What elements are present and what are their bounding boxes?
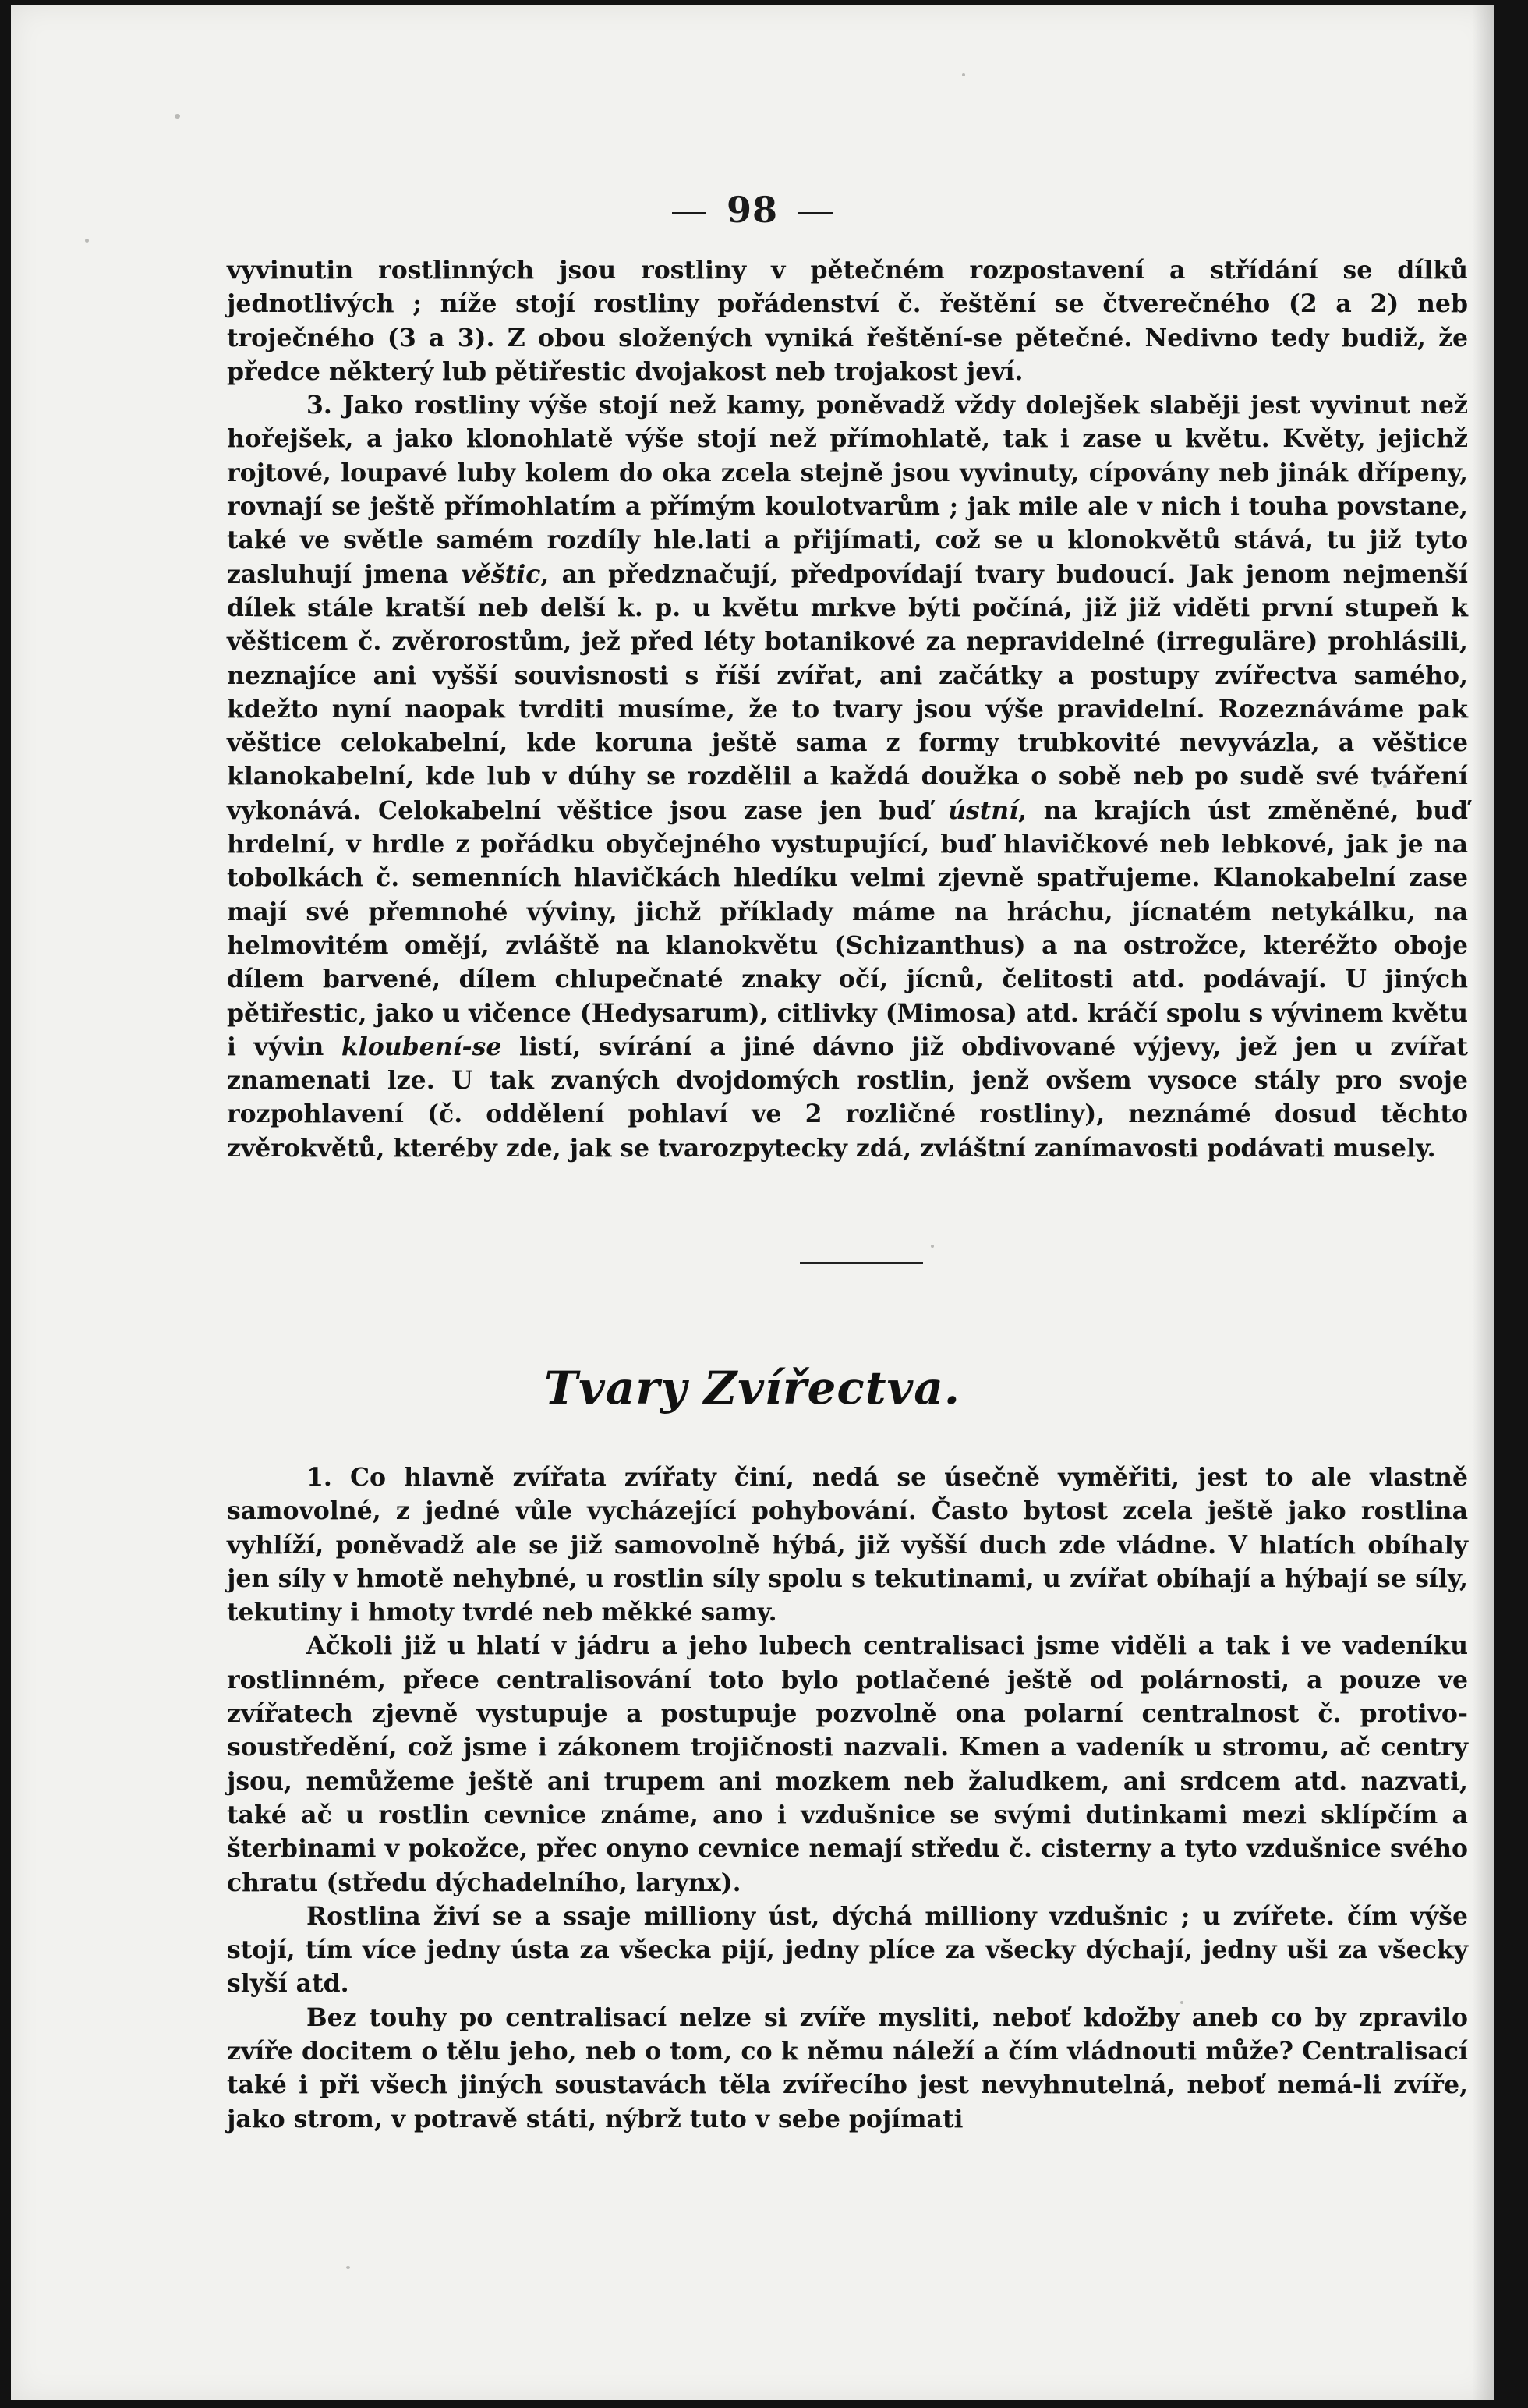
book-page <box>11 5 1494 2400</box>
section-1-text <box>227 253 1468 1165</box>
paragraph-2-part-d: listí, svírání a jiné dávno již obdivované výjevy, jež jen u zvířat znamenati lze. U tak zvaných dvojdomých rostlin, jenž ovšem vysoce stály pro svoje rozpohlavení (č. oddělení pohlaví ve 2 rozličné rostliny), neznámé dosud těchto zvěrokvětů, kteréby zde, jak se tvarozpytecky zdá, zvláštní zanímavosti podávati musely. <box>227 1032 1468 1163</box>
page-number-dash-right <box>798 212 833 214</box>
page-edge-shadow <box>1472 5 1494 2400</box>
term-ustni: ústní <box>948 795 1019 825</box>
page-number-value: 98 <box>726 189 778 231</box>
paragraph-5: Rostlina živí se a ssaje milliony úst, dýchá milliony vzdušnic ; u zvířete. čím výše stojí, tím více jedny ústa za všecka pijí, jedny plíce za všecky dýchají, jedny uši za všecky slyší atd. <box>227 1901 1468 1999</box>
paragraph-2-part-b: , an předznačují, předpovídají tvary budoucí. Jak jenom nejmenší dílek stále kratší neb delší k. p. u květu mrkve býti počíná, již již viděti první stupeň k věšticem č. zvěrorostům, jež před léty botanikové za nepravidelné (irreguläre) prohlásili, neznajíce ani vyšší souvisnosti s říší zvířat, ani začátky a postupy zvířectva samého, kdežto nyní naopak tvrditi musíme, že to tvary jsou výše pravidelní. Rozeznáváme pak věštice celokabelní, kde koruna ještě sama z formy trubkovité nevyvázla, a věštice klanokabelní, kde lub v dúhy se rozdělil a každá doužka o sobě neb po sudě své tváření vykonává. Celokabelní věštice jsou zase jen buď <box>227 559 1468 825</box>
paragraph-2-part-c: , na krajích úst změněné, buď hrdelní, v hrdle z pořádku obyčejného vystupující, buď hlavičkové neb lebkové, jak je na tobolkách č. semenních hlavičkách hledíku velmi zjevně spatřujeme. Klanokabelní zase mají své přemnohé výviny, jichž příklady máme na hráchu, jícnatém netykálku, na helmovitém omějí, zvláště na klanokvětu (Schizanthus) a na ostrožce, kteréžto oboje dílem barvené, dílem chlupečnaté znaky očí, jícnů, čelitosti atd. podávají. U jiných pětiřestic, jako u vičence (Hedysarum), citlivky (Mimosa) atd. kráčí spolu s vývinem květu i vývin <box>227 795 1468 1061</box>
section-divider <box>800 1262 923 1264</box>
paragraph-6: Bez touhy po centralisací nelze si zvíře mysliti, neboť kdožby aneb co by zpravilo zvíře docitem o tělu jeho, neb o tom, co k němu náleží a čím vládnouti může? Centralisací také i při všech jiných soustavách těla zvířecího jest nevyhnutelná, neboť nemá-li zvíře, jako strom, v potravě státi, nýbrž tuto v sebe pojímati <box>227 2003 1468 2134</box>
paragraph-4: Ačkoli již u hlatí v jádru a jeho lubech centralisaci jsme viděli a tak i ve vadeníku rostlinném, přece centralisování toto bylo potlačené ještě od polárnosti, a pouze ve zvířatech zjevně vystupuje a postupuje pozvolně ona polarní centralnost č. protivo- soustředění, což jsme i zákonem trojičnosti nazvali. Kmen a vadeník u stromu, ač centry jsou, nemůžeme ještě ani trupem ani mozkem neb žaludkem, ani srdcem atd. nazvati, také ač u rostlin cevnice známe, ano i vzdušnice se svými dutinkami mezi sklípčím a šterbinami v pokožce, přec onyno cevnice nemají středu č. cisterny a tyto vzdušnice svého chratu (středu dýchadelního, larynx). <box>227 1631 1468 1897</box>
page-number-dash-left <box>672 212 706 214</box>
paragraph-2-part-a: 3. Jako rostliny výše stojí než kamy, poněvadž vždy dolejšek slaběji jest vyvinut než hořejšek, a jako klonohlatě výše stojí než přímohlatě, tak i zase u květu. Květy, jejichž rojtové, loupavé luby kolem do oka zcela stejně jsou vyvinuty, cípovány neb jinák dřípeny, rovnají se ještě přímohlatím a přímým koulotvarům ; jak mile ale v nich i touha povstane, také ve světle samém rozdíly hle.lati a přijímati, což se u klonokvětů stává, tu již tyto zasluhují jmena <box>227 391 1468 589</box>
page-number <box>11 189 1494 231</box>
section-2-text <box>227 1461 1468 2136</box>
chapter-heading: Tvary Zvířectva. <box>543 1362 960 1415</box>
term-vestic: věštic <box>461 559 541 589</box>
term-kloubeni-se: kloubení-se <box>341 1032 502 1061</box>
paragraph-3: 1. Co hlavně zvířata zvířaty činí, nedá se úsečně vyměřiti, jest to ale vlastně samovolné, z jedné vůle vycházející pohybování. Často bytost zcela ještě jako rostlina vyhlíží, poněvadž ale se již samovolně hýbá, již vyšší duch zde vládne. V hlatích obíhaly jen síly v hmotě nehybné, u rostlin síly spolu s tekutinami, u zvířat obíhají a hýbají se síly, tekutiny i hmoty tvrdé neb měkké samy. <box>227 1463 1468 1627</box>
paragraph-1: vyvinutin rostlinných jsou rostliny v pětečném rozpostavení a střídání se dílků jednotlivých ; níže stojí rostliny pořádenství č. řeštění se čtverečného (2 a 2) neb troječného (3 a 3). Z obou složených vyniká řeštění-se pětečné. Nedivno tedy budiž, že předce některý lub pětiřestic dvojakost neb trojakost jeví. <box>227 256 1468 386</box>
paragraph-2 <box>227 388 1468 1165</box>
